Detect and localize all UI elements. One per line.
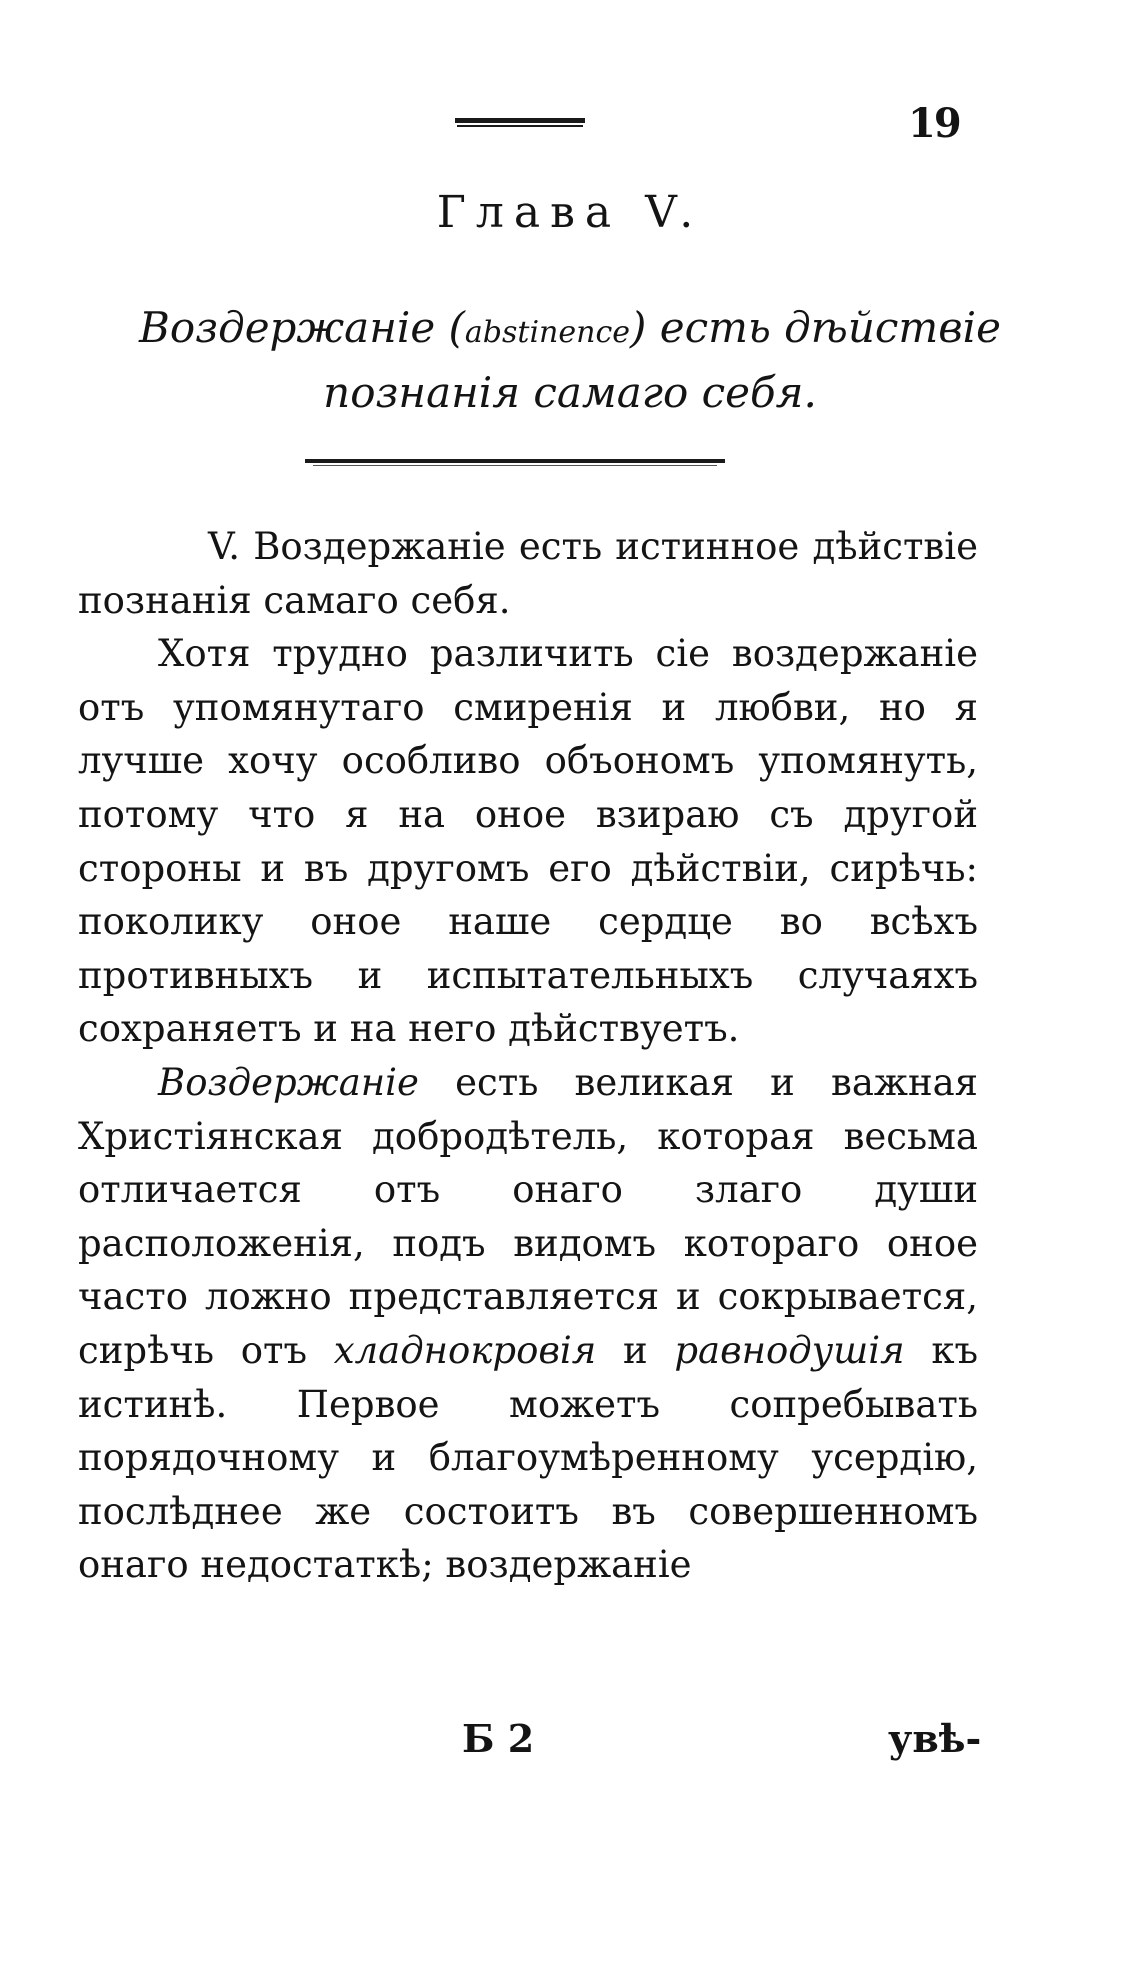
paragraph-3-italic-b: хладнокровія [333,1328,597,1372]
subtitle-line-1 [90,298,1050,363]
section-rule-thick [305,459,725,463]
paragraph-2: Хотя трудно различить сіе воздержаніе отъ упомянутаго смиренія и любви, но я лучше хочу особливо объономъ упомянуть, потому что я на оное взираю съ другой стороны и въ другомъ его дѣйствіи, сирѣчь: поколику оное наше сердце во всѣхъ противныхъ и испытательныхъ случаяхъ сохраняетъ и на него дѣйствуетъ. [78,632,978,1051]
chapter-subtitle [90,298,1050,423]
paragraph-3-text-b: и [596,1328,675,1372]
catchword: увѣ- [888,1716,982,1761]
header-rule-thick [455,118,585,123]
subtitle-part-2: ) есть дѣйствіе [630,303,1001,352]
paragraph-3 [78,1056,978,1592]
paragraph-3-text-a: есть великая и важная Христіянская добродѣтель, которая весьма отличается отъ онаго злаго души расположенія, подъ видомъ котораго оное часто ложно представляется и сокрывается, сирѣчь отъ [78,1060,978,1372]
section-rule-thin [313,465,717,466]
paragraph-3-italic-lead: Воздержаніе [158,1060,419,1104]
section-rule [305,459,725,467]
paragraph-3-italic-c: равнодушія [674,1328,905,1372]
subtitle-part-1: Воздержаніе ( [139,303,465,352]
signature-mark: Б 2 [462,1716,535,1761]
body-text [78,520,978,1592]
subtitle-line-2: познанія самаго себя. [323,368,817,417]
paragraph-3-text-c: къ истинѣ. Первое можетъ сопребывать порядочному и благоумѣренному усердію, послѣднее же состоитъ въ совершенномъ онаго недостаткѣ; воздержаніе [78,1328,979,1587]
page-footer [0,1716,1140,1776]
header-rule-thin [457,125,583,127]
chapter-title: Глава V. [436,187,704,238]
page-number: 19 [908,100,960,147]
paragraph-1: V. Воздержаніе есть истинное дѣйствіе познанія самаго себя. [78,525,978,622]
header-rule [455,118,585,128]
subtitle-latin: abstinence [464,315,630,350]
